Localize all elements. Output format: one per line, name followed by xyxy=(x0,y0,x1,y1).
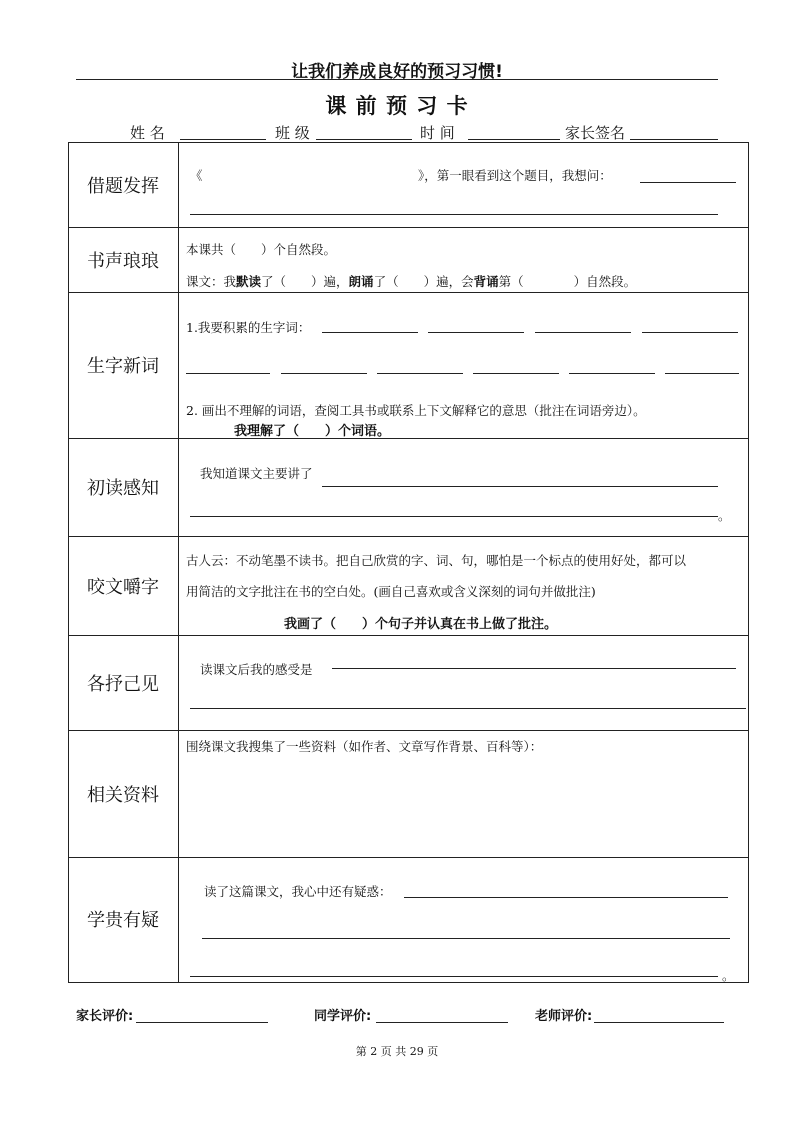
motto: 让我们养成良好的预习习惯! xyxy=(291,62,503,82)
topic-question-field[interactable] xyxy=(640,182,736,183)
name-field[interactable] xyxy=(180,139,266,140)
section-label-annotation: 咬文嚼字 xyxy=(87,576,159,598)
new-word-blank[interactable] xyxy=(428,332,524,333)
understood-words-count: 我理解了（ ）个词语。 xyxy=(234,424,391,439)
doubts-line[interactable] xyxy=(202,938,730,939)
peer-eval-label: 同学评价: xyxy=(314,1009,372,1024)
topic-question-prompt: 》，第一眼看到这个题目，我想问： xyxy=(418,168,612,183)
main-idea-line[interactable] xyxy=(322,486,718,487)
parent-eval-field[interactable] xyxy=(136,1022,268,1023)
reading-record-text xyxy=(186,272,636,290)
materials-writing-area[interactable] xyxy=(180,758,745,854)
annotation-instruction-2: 用简洁的文字批注在书的空白处。(画自己喜欢或含义深刻的词句并做批注) xyxy=(186,584,596,599)
new-word-blank[interactable] xyxy=(665,373,739,374)
new-word-blank[interactable] xyxy=(377,373,463,374)
time-label: 时 间 xyxy=(420,124,455,142)
doubts-end-mark: 。 xyxy=(722,968,735,983)
time-field[interactable] xyxy=(468,139,560,140)
section-label-topic: 借题发挥 xyxy=(87,175,159,197)
reading-silent: 默读 xyxy=(236,274,262,289)
parent-sign-label: 家长签名 xyxy=(565,124,626,142)
section-label-reading: 书声琅琅 xyxy=(87,250,159,272)
annotated-sentences-count: 我画了（ ）个句子并认真在书上做了批注。 xyxy=(284,617,558,632)
name-label: 姓 名 xyxy=(130,124,165,142)
info-row xyxy=(0,122,794,142)
card-title: 课 前 预 习 卡 xyxy=(325,94,469,118)
paragraph-count-text: 本课共（ ）个自然段。 xyxy=(186,242,337,257)
reading-record-e: 了（ ）遍，会 xyxy=(373,274,474,289)
section-label-new-words: 生字新词 xyxy=(87,356,159,377)
reading-record-c: 了（ ）遍， xyxy=(261,274,349,289)
teacher-eval-label: 老师评价: xyxy=(535,1009,593,1024)
section-label-opinion: 各抒己见 xyxy=(87,673,159,695)
annotation-instruction-1: 古人云：不动笔墨不读书。把自己欣赏的字、词、句，哪怕是一个标点的使用好处，都可以 xyxy=(186,553,687,568)
doubts-line[interactable] xyxy=(190,976,718,977)
feeling-line[interactable] xyxy=(190,708,746,709)
main-idea-prompt: 我知道课文主要讲了 xyxy=(200,466,313,481)
header-rule xyxy=(76,79,718,80)
topic-open-quote: 《 xyxy=(190,168,203,183)
new-word-blank[interactable] xyxy=(642,332,738,333)
reading-recite: 背诵 xyxy=(473,274,499,289)
section-label-first-reading: 初读感知 xyxy=(87,478,159,499)
evaluation-row xyxy=(0,1005,794,1027)
new-word-blank[interactable] xyxy=(473,373,559,374)
doubts-line[interactable] xyxy=(404,897,728,898)
new-words-prompt: 1.我要积累的生字词： xyxy=(186,320,311,335)
materials-prompt: 围绕课文我搜集了一些资料（如作者、文章写作背景、百科等）： xyxy=(186,739,543,754)
teacher-eval-field[interactable] xyxy=(594,1022,724,1023)
reading-record-g: 第（ ）自然段。 xyxy=(498,274,637,289)
parent-sign-field[interactable] xyxy=(630,139,718,140)
feeling-prompt: 读课文后我的感受是 xyxy=(200,662,313,677)
section-label-materials: 相关资料 xyxy=(87,784,159,806)
label-column-divider xyxy=(178,142,179,982)
new-word-blank[interactable] xyxy=(535,332,631,333)
difficult-words-instruction: 2. 画出不理解的词语，查阅工具书或联系上下文解释它的意思（批注在词语旁边）。 xyxy=(186,403,646,418)
reading-record-a: 课文：我 xyxy=(186,274,237,289)
main-idea-line[interactable] xyxy=(190,516,718,517)
new-word-blank[interactable] xyxy=(322,332,418,333)
new-word-blank[interactable] xyxy=(281,373,367,374)
topic-answer-line[interactable] xyxy=(190,214,718,215)
feeling-line[interactable] xyxy=(332,668,736,669)
parent-eval-label: 家长评价: xyxy=(76,1009,134,1024)
page-number: 第 2 页 共 29 页 xyxy=(355,1045,439,1058)
main-idea-end-mark: 。 xyxy=(718,508,731,523)
new-word-blank[interactable] xyxy=(569,373,655,374)
reading-aloud: 朗诵 xyxy=(348,274,374,289)
class-label: 班 级 xyxy=(275,124,310,142)
new-word-blank[interactable] xyxy=(186,373,270,374)
doubts-prompt: 读了这篇课文，我心中还有疑惑： xyxy=(204,884,392,899)
peer-eval-field[interactable] xyxy=(376,1022,508,1023)
section-label-questions: 学贵有疑 xyxy=(87,910,159,931)
class-field[interactable] xyxy=(316,139,412,140)
